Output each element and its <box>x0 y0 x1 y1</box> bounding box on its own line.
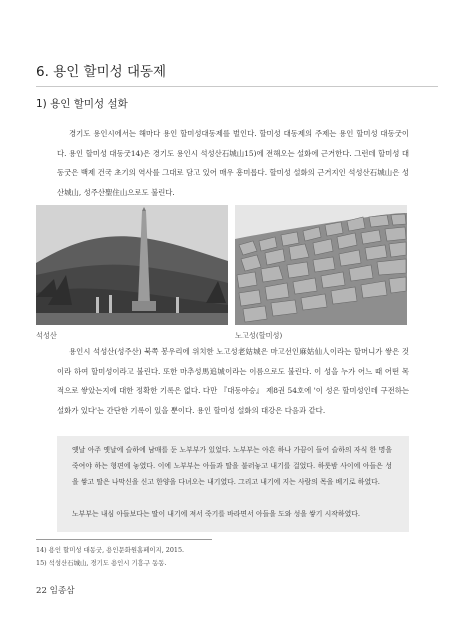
stone-wall-photo-icon <box>235 205 407 325</box>
legend-quote-part2: 노부부는 내심 아들보다는 딸이 내기에 져서 죽기를 바라면서 아들을 도와 성을 쌓기 시작하였다. <box>72 510 361 518</box>
paragraph-nogoseong <box>57 342 409 420</box>
subsection-title: 1) 용인 할미성 설화 <box>36 98 128 110</box>
legend-quote-part1: 옛날 아주 옛날에 슬하에 남매를 둔 노부부가 있었다. 노부부는 아흔 하나 가끔이 들어 슬하의 자식 한 명을 죽여야 하는 형편에 놓였다. 이에 노부부는 아들과 딸을 불러놓고 내기를 걸었다. 하룻밤 사이에 아들은 성을 쌓고 딸은 나막신을 신고 한양을 다녀오는 내기였다. 그리고 내기에 지는 사람의 목을 베기로 하였다. <box>72 446 392 486</box>
photo-caption-right: 노고성(할미성) <box>235 331 283 340</box>
paragraph-intro-text: 경기도 용인시에서는 해마다 용인 할미성대동제를 벌인다. 할미성 대동제의 주제는 용인 할미성 대동굿이다. 용인 할미성 대동굿14)은 경기도 용인시 석성산石城山15)에 전해오는 설화에 근거한다. 그런데 할미성 대동굿은 백제 건국 초기의 역사를 그대로 담고 있어 매우 흥미롭다. 할미성 설화의 근거지인 석성산石城山은 성산城山, 성주산聖住山으로도 불린다. <box>57 129 409 197</box>
footnote-divider <box>36 539 212 540</box>
paragraph-nogoseong-text: 용인시 석성산(성주산) 북쪽 봉우리에 위치한 노고성老姑城은 마고선인麻姑仙人이라는 할머니가 쌓은 것이라 하여 할미성이라고 불린다. 또한 마추성馬追城이라는 이름으로도 불린다. 이 성을 누가 어느 때 어떤 목적으로 쌓았는지에 대한 정확한 기록은 없다. 다만 『대동야승』 제8권 54호에 '이 성은 할미성인데 구전하는 설화가 있다'는 간단한 기록이 있을 뿐이다. 용인 할미성 설화의 대강은 다음과 같다. <box>57 347 409 415</box>
page-author: 임종삼 <box>49 586 75 596</box>
photo-caption-left: 석성산 <box>36 331 57 340</box>
page-footer <box>36 584 75 596</box>
photo-nogoseong <box>235 205 407 325</box>
footnote-15: 15) 석성산石城山, 경기도 용인시 기흥구 동동. <box>36 559 167 567</box>
paragraph-intro <box>57 124 409 202</box>
photo-seokseongsan <box>36 205 228 325</box>
page-number: 22 <box>36 586 47 596</box>
mountain-photo-icon <box>36 205 228 325</box>
footnote-14: 14) 용인 할미성 대동굿, 용인문화원홈페이지, 2015. <box>36 546 185 554</box>
section-title: 6. 용인 할미성 대동제 <box>36 60 438 87</box>
